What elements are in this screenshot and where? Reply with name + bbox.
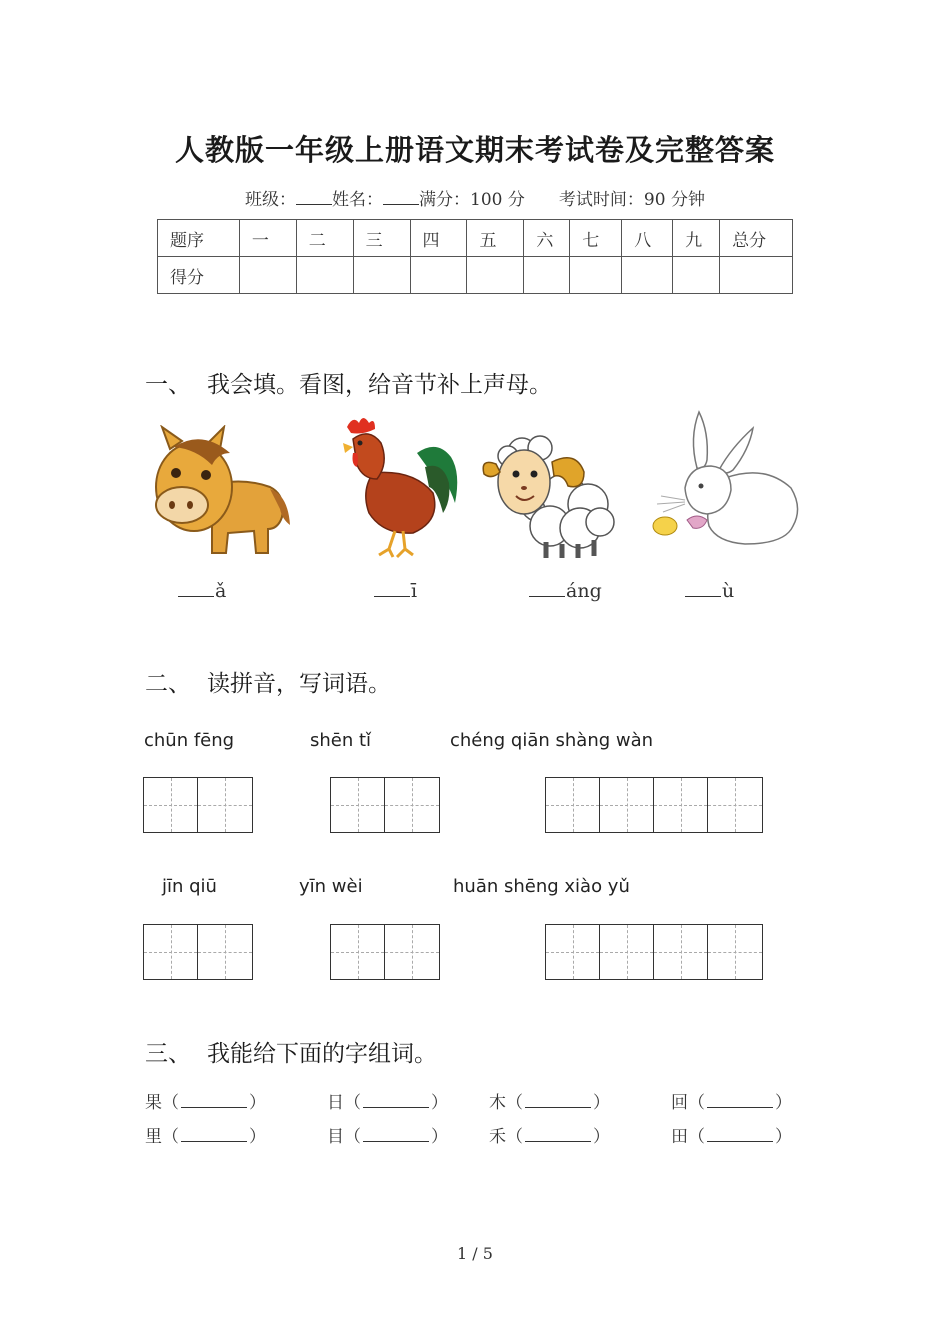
score-cell[interactable] xyxy=(622,257,673,294)
header-cell: 六 xyxy=(524,220,570,257)
section-number: 二、 xyxy=(145,671,191,697)
score-cell[interactable] xyxy=(239,257,296,294)
header-cell: 八 xyxy=(622,220,673,257)
pinyin-word: jīn qiū xyxy=(162,876,217,897)
header-cell: 一 xyxy=(239,220,296,257)
pinyin-blank-3[interactable]: áng xyxy=(529,580,602,602)
writing-grid[interactable] xyxy=(545,777,763,833)
exam-info xyxy=(0,185,950,210)
section-text: 我能给下面的字组词。 xyxy=(207,1041,437,1067)
header-cell: 五 xyxy=(467,220,524,257)
pinyin-word: huān shēng xiào yǔ xyxy=(453,876,630,897)
name-blank[interactable] xyxy=(383,190,419,205)
horse-picture xyxy=(152,425,292,557)
pinyin-word: chūn fēng xyxy=(144,730,235,751)
word-blank[interactable]: 禾（ ） xyxy=(489,1127,610,1147)
word-blank[interactable]: 里（ ） xyxy=(145,1127,266,1147)
score-table xyxy=(157,219,793,294)
score-cell[interactable] xyxy=(524,257,570,294)
full-score: 满分：100 分 xyxy=(419,190,525,210)
score-cell[interactable] xyxy=(296,257,353,294)
section-text: 读拼音，写词语。 xyxy=(207,671,391,697)
header-cell: 题序 xyxy=(158,220,240,257)
page-number: 1 / 5 xyxy=(457,1244,493,1263)
pinyin-blank-1[interactable]: ǎ xyxy=(178,580,226,602)
score-header-row xyxy=(158,220,793,257)
score-cell[interactable] xyxy=(353,257,410,294)
score-cell[interactable] xyxy=(570,257,622,294)
rabbit-picture xyxy=(645,408,805,552)
score-cell[interactable] xyxy=(467,257,524,294)
header-cell: 二 xyxy=(296,220,353,257)
header-cell: 三 xyxy=(353,220,410,257)
pinyin-word: chéng qiān shàng wàn xyxy=(450,730,654,751)
name-label: 姓名： xyxy=(332,190,384,210)
score-cell[interactable] xyxy=(410,257,467,294)
word-blank[interactable]: 田（ ） xyxy=(671,1127,792,1147)
writing-grid[interactable] xyxy=(330,777,440,833)
score-row-label: 得分 xyxy=(158,257,240,294)
word-blank[interactable]: 木（ ） xyxy=(489,1093,610,1113)
class-blank[interactable] xyxy=(296,190,332,205)
pinyin-word: shēn tǐ xyxy=(310,730,372,751)
sheep-picture xyxy=(480,430,620,562)
score-row xyxy=(158,257,793,294)
word-blank[interactable]: 目（ ） xyxy=(327,1127,448,1147)
section-1-heading xyxy=(145,366,552,399)
header-cell: 九 xyxy=(673,220,720,257)
score-cell[interactable] xyxy=(673,257,720,294)
pinyin-word: yīn wèi xyxy=(299,876,363,897)
class-label: 班级： xyxy=(245,190,297,210)
header-cell: 七 xyxy=(570,220,622,257)
section-number: 一、 xyxy=(145,372,191,398)
writing-grid[interactable] xyxy=(330,924,440,980)
header-cell: 四 xyxy=(410,220,467,257)
writing-grid[interactable] xyxy=(143,777,253,833)
writing-grid[interactable] xyxy=(143,924,253,980)
page-title: 人教版一年级上册语文期末考试卷及完整答案 xyxy=(174,133,775,167)
writing-grid[interactable] xyxy=(545,924,763,980)
score-cell[interactable] xyxy=(720,257,793,294)
word-blank[interactable]: 果（ ） xyxy=(145,1093,266,1113)
pinyin-blank-2[interactable]: ī xyxy=(374,580,417,602)
rooster-picture xyxy=(333,413,463,561)
exam-time: 考试时间：90 分钟 xyxy=(558,190,705,210)
word-blank[interactable]: 回（ ） xyxy=(671,1093,792,1113)
section-text: 我会填。看图，给音节补上声母。 xyxy=(207,372,552,398)
header-cell: 总分 xyxy=(720,220,793,257)
section-3-heading xyxy=(145,1035,437,1068)
word-blank[interactable]: 日（ ） xyxy=(327,1093,448,1113)
section-number: 三、 xyxy=(145,1041,191,1067)
section-2-heading xyxy=(145,665,391,698)
pinyin-blank-4[interactable]: ù xyxy=(685,580,734,602)
